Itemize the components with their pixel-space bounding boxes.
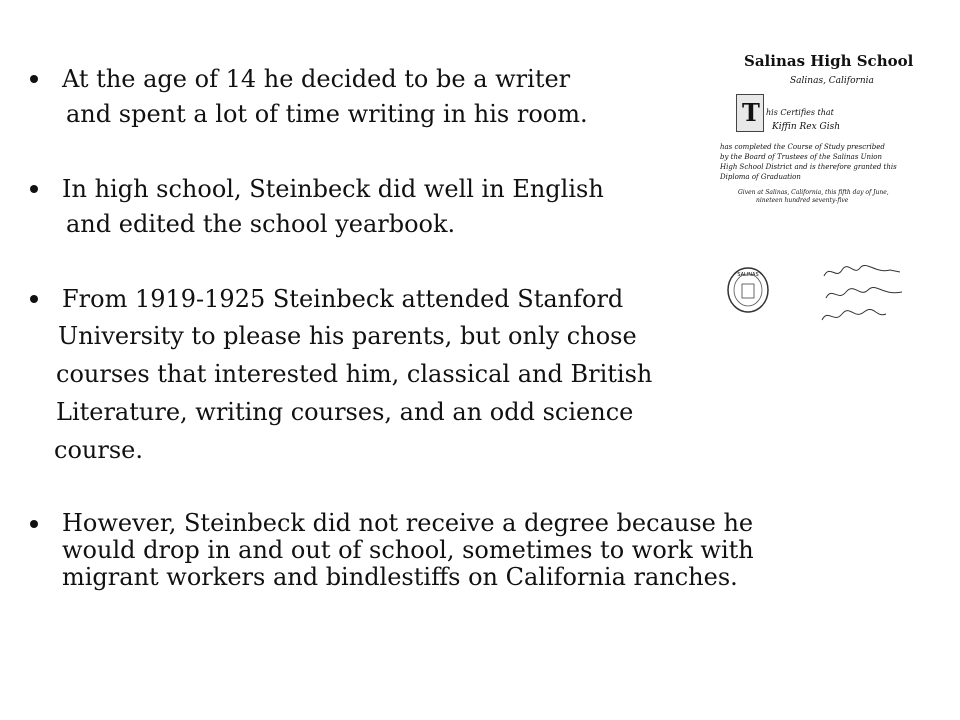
bullet-3-line-4: Literature, writing courses, and an odd science — [56, 398, 634, 426]
diploma-seal-text: SALINAS — [737, 272, 759, 278]
bullet-4-line-2: would drop in and out of school, sometimes to work with — [62, 536, 754, 564]
bullet-3-line-2: University to please his parents, but only chose — [58, 322, 637, 350]
diploma-seal-icon — [726, 266, 770, 314]
bullet-3-line-1: From 1919-1925 Steinbeck attended Stanford — [62, 285, 624, 313]
bullet-dot — [30, 75, 38, 83]
bullet-dot — [30, 185, 38, 193]
bullet-3-line-3: courses that interested him, classical and British — [56, 360, 653, 388]
diploma-image — [720, 40, 920, 340]
diploma-body-1: has completed the Course of Study prescribed — [720, 143, 885, 151]
bullet-4-line-3: migrant workers and bindlestiffs on California ranches. — [62, 563, 738, 591]
bullet-1-line-1: At the age of 14 he decided to be a writer — [62, 65, 571, 93]
diploma-school-name: Salinas High School — [744, 52, 914, 70]
bullet-dot — [30, 520, 38, 528]
bullet-dot — [30, 295, 38, 303]
bullet-3-line-5: course. — [54, 436, 143, 464]
bullet-4-line-1: However, Steinbeck did not receive a degree because he — [62, 509, 754, 537]
bullet-2-line-2: and edited the school yearbook. — [66, 210, 456, 238]
diploma-certifies: his Certifies that — [766, 108, 834, 117]
diploma-recipient: Kiffin Rex Gish — [772, 122, 841, 132]
diploma-body-3: High School District and is therefore granted this — [720, 163, 897, 171]
diploma-initial: T — [742, 98, 760, 127]
bullet-2-line-1: In high school, Steinbeck did well in English — [62, 175, 604, 203]
diploma-body-4: Diploma of Graduation — [720, 173, 801, 181]
diploma-given-1: Given at Salinas, California, this fifth day of June, — [738, 189, 889, 196]
diploma-city: Salinas, California — [790, 76, 874, 86]
diploma-given-2: nineteen hundred seventy-five — [756, 197, 849, 204]
diploma-body-2: by the Board of Trustees of the Salinas Union — [720, 153, 883, 161]
bullet-1-line-2: and spent a lot of time writing in his room. — [66, 100, 588, 128]
diploma-signatures-icon — [820, 262, 920, 332]
diploma-initial-box — [736, 94, 764, 132]
